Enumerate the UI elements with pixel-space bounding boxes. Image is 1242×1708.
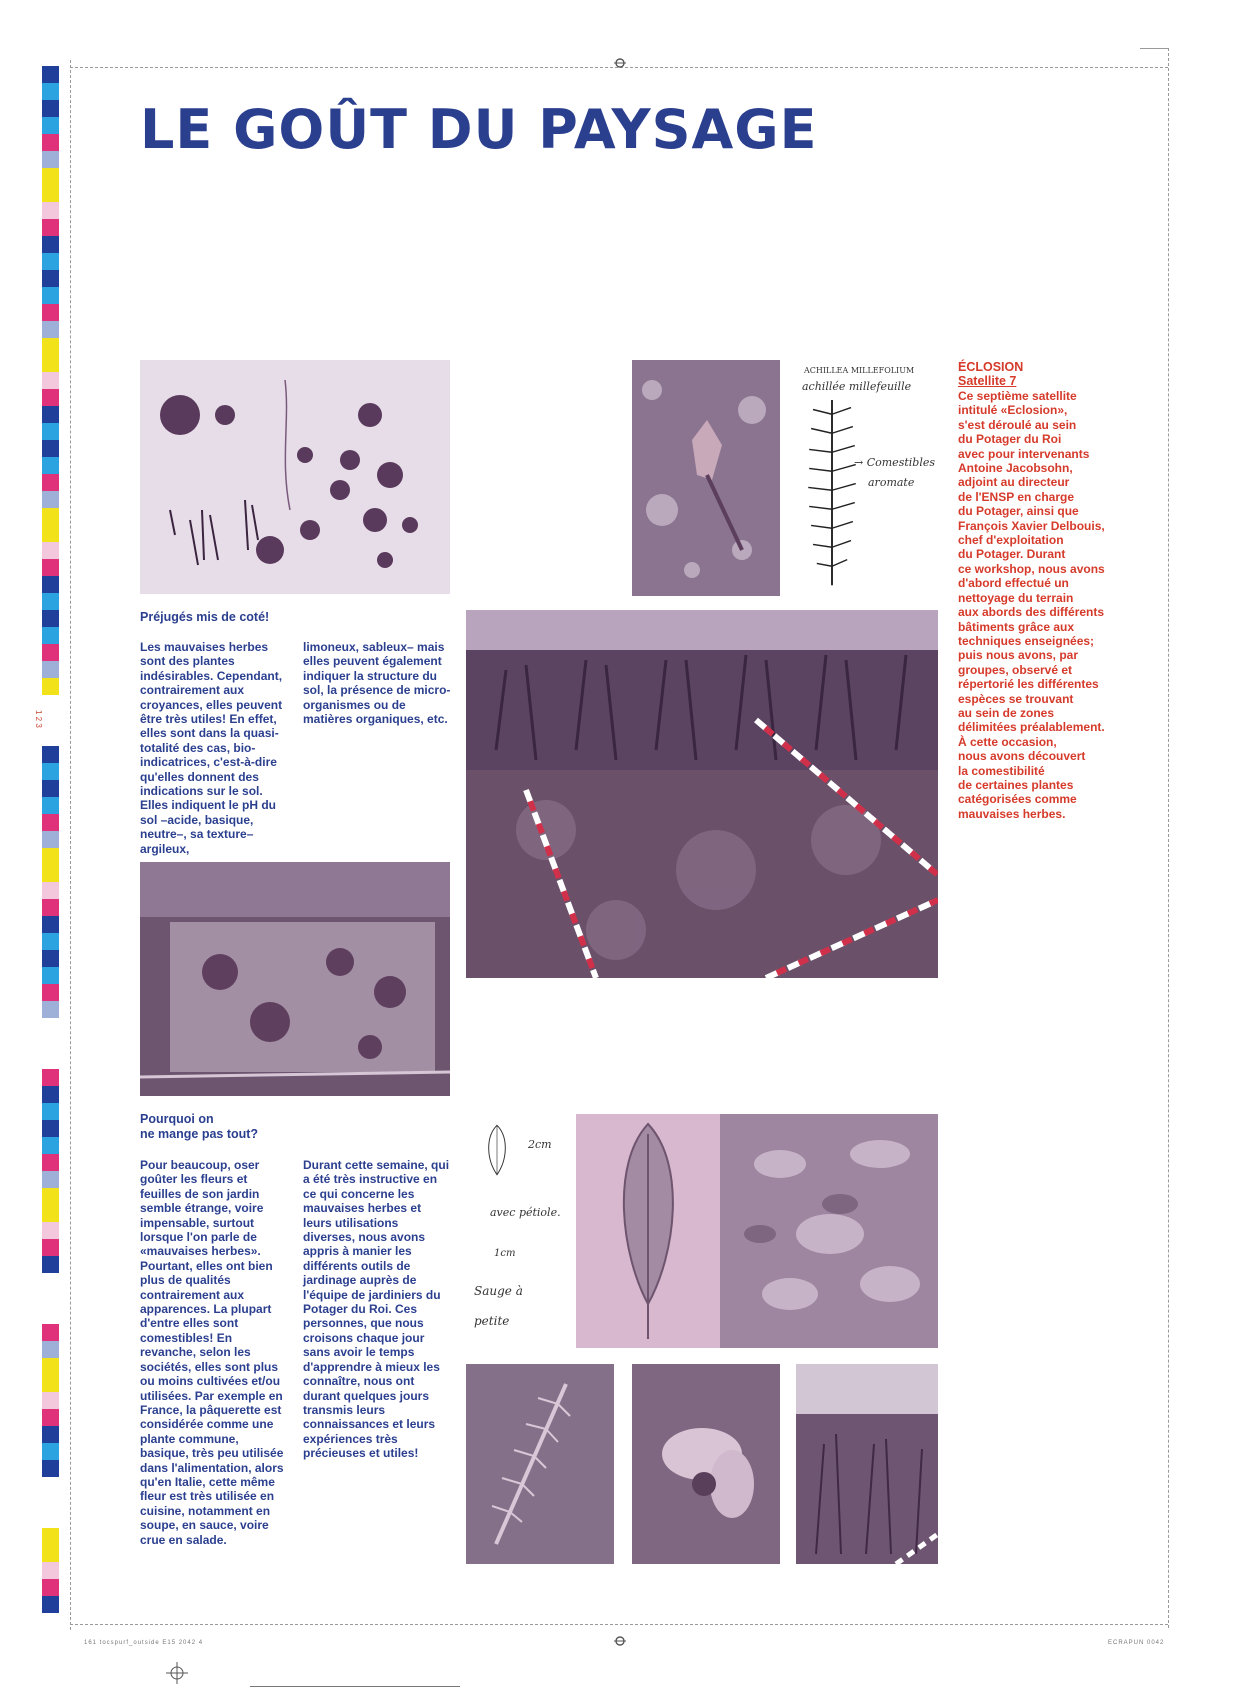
color-swatch	[42, 644, 59, 661]
sketch-achillea-note2: aromate	[868, 476, 915, 489]
sketch-sage-measure2: 1cm	[494, 1248, 516, 1259]
photo-yarrow-leaf	[466, 1364, 614, 1564]
left-trim-line	[70, 60, 71, 1630]
color-swatch	[42, 712, 59, 729]
sidebar-line: d'abord effectué un	[958, 576, 1069, 591]
color-swatch	[42, 1154, 59, 1171]
color-swatch	[42, 1528, 59, 1545]
color-swatch	[42, 984, 59, 1001]
color-swatch	[42, 66, 59, 83]
color-swatch	[42, 134, 59, 151]
sidebar-line: du Potager du Roi	[958, 432, 1062, 447]
photo-sage-leaf	[576, 1114, 720, 1348]
color-swatch	[42, 542, 59, 559]
photo-garden-row	[796, 1364, 938, 1564]
prejuges-text-col1: Les mauvaises herbes sont des plantes indésirables. Cependant, contrairement aux croyances, elles peuvent être très utiles! En effet, elles sont dans la quasi-totalité des cas, bio-indicatrices, c'est-à-dire qu'elles donnent des indications sur le sol. Elles indiquent le pH du sol –acide, basique, neutre–, sa texture–argileux,	[140, 640, 283, 856]
color-swatch	[42, 1460, 59, 1477]
sidebar-line: Antoine Jacobsohn,	[958, 461, 1073, 476]
sidebar-line: François Xavier Delbouis,	[958, 518, 1105, 533]
sidebar-subheading: Satellite 7	[958, 374, 1017, 388]
sidebar-line: ce workshop, nous avons	[958, 561, 1105, 576]
sketch-achillea	[796, 360, 944, 596]
color-swatch	[42, 117, 59, 134]
color-swatch	[42, 1290, 59, 1307]
color-swatch	[42, 950, 59, 967]
sidebar-line: intitulé «Eclosion»,	[958, 403, 1068, 418]
color-swatch	[42, 1018, 59, 1035]
pourquoi-text-col1: Pour beaucoup, oser goûter les fleurs et feuilles de son jardin semble étrange, voire impensable, surtout lorsque l'on parle de «mauvaises herbes». Pourtant, elles ont bien plus de qualités contrairement aux apparences. La plupart d'entre elles sont comestibles! En revanche, selon les sociétés, elles sont plus ou moins cultivées et/ou utilisées. Par exemple en France, la pâquerette est considérée comme une plante commune, basique, très peu utilisée dans l'alimentation, alors qu'en Italie, cette même fleur est très utilisée en cuisine, notamment en soupe, en sauce, voire crue en salade.	[140, 1158, 284, 1547]
color-swatch	[42, 1562, 59, 1579]
color-swatch	[42, 525, 59, 542]
color-swatch	[42, 899, 59, 916]
footer-slug-left: 161 tocspurf_outside E15 2042 4	[84, 1640, 204, 1646]
sidebar-line: techniques enseignées;	[958, 633, 1095, 648]
color-swatch	[42, 508, 59, 525]
color-swatch	[42, 202, 59, 219]
sidebar-line: catégorisées comme	[958, 792, 1077, 807]
color-swatch	[42, 1579, 59, 1596]
color-swatch	[42, 423, 59, 440]
color-swatch	[42, 780, 59, 797]
color-swatch	[42, 236, 59, 253]
color-swatch	[42, 321, 59, 338]
color-swatch	[42, 1222, 59, 1239]
color-swatch	[42, 882, 59, 899]
right-trim-line	[1168, 48, 1169, 1628]
section-heading-pourquoi-line1: Pourquoi on	[140, 1112, 214, 1126]
color-swatch	[42, 1307, 59, 1324]
sidebar-line: s'est déroulé au sein	[958, 417, 1077, 432]
color-swatch	[42, 253, 59, 270]
color-swatch	[42, 593, 59, 610]
color-swatch	[42, 746, 59, 763]
color-swatch	[42, 1239, 59, 1256]
bottom-rule	[250, 1686, 460, 1687]
section-heading-pourquoi-line2: ne mange pas tout?	[140, 1127, 259, 1141]
sidebar-line: mauvaises herbes.	[958, 806, 1066, 821]
sidebar-line: groupes, observé et	[958, 662, 1073, 677]
sidebar-line: aux abords des différents	[958, 605, 1105, 620]
sidebar-heading: ÉCLOSION	[958, 360, 1024, 374]
color-swatch	[42, 406, 59, 423]
prejuges-text-col2: limoneux, sableux– mais elles peuvent également indiquer la structure du sol, la présence de micro-organismes ou de matières organiques, etc.	[303, 640, 451, 727]
top-corner-mark	[1140, 48, 1168, 49]
color-swatch	[42, 1103, 59, 1120]
color-swatch	[42, 1256, 59, 1273]
color-swatch	[42, 304, 59, 321]
color-swatch	[42, 389, 59, 406]
sidebar-line: puis nous avons, par	[958, 648, 1079, 663]
color-swatch	[42, 185, 59, 202]
photo-sage-plant	[720, 1114, 938, 1348]
sketch-achillea-common: achillée millefeuille	[802, 380, 912, 393]
color-swatch	[42, 933, 59, 950]
sketch-sage-label2: Sauge à	[474, 1284, 523, 1298]
sidebar-line: délimitées préalablement.	[958, 720, 1105, 735]
color-swatch	[42, 661, 59, 678]
photo-leek-field	[466, 610, 938, 978]
sketch-sage	[466, 1114, 576, 1348]
sidebar-line: de l'ENSP en charge	[958, 489, 1075, 504]
color-swatch	[42, 865, 59, 882]
sketch-achillea-note1: → Comestibles	[854, 456, 935, 469]
sketch-sage-measure1: 2cm	[528, 1138, 552, 1151]
color-swatch	[42, 474, 59, 491]
color-swatch	[42, 219, 59, 236]
sidebar-line: chef d'exploitation	[958, 533, 1064, 548]
color-swatch	[42, 1545, 59, 1562]
color-swatch	[42, 1375, 59, 1392]
sidebar-line: du Potager, ainsi que	[958, 504, 1079, 519]
bottom-trim-line	[70, 1624, 1168, 1625]
bottom-registration-mark	[614, 1634, 626, 1646]
photo-wooden-board	[140, 862, 450, 1096]
color-swatch	[42, 440, 59, 457]
color-swatch	[42, 1511, 59, 1528]
sketch-sage-label3: petite	[474, 1314, 510, 1328]
color-swatch	[42, 457, 59, 474]
color-swatch	[42, 916, 59, 933]
sidebar-line: bâtiments grâce aux	[958, 619, 1075, 634]
sidebar-line: la comestibilité	[958, 763, 1045, 778]
color-swatch	[42, 1426, 59, 1443]
color-swatch	[42, 797, 59, 814]
color-swatch	[42, 491, 59, 508]
color-swatch	[42, 1494, 59, 1511]
sidebar-line: À cette occasion,	[958, 734, 1057, 749]
color-swatch	[42, 1052, 59, 1069]
color-swatch	[42, 1171, 59, 1188]
sidebar-line: nous avons découvert	[958, 749, 1086, 764]
color-swatch	[42, 831, 59, 848]
color-swatch	[42, 1205, 59, 1222]
color-swatch	[42, 814, 59, 831]
color-swatch	[42, 151, 59, 168]
color-swatch	[42, 1273, 59, 1290]
color-swatch	[42, 729, 59, 746]
color-swatch	[42, 610, 59, 627]
color-swatch	[42, 1324, 59, 1341]
sidebar-line: adjoint au directeur	[958, 475, 1070, 490]
color-swatch	[42, 763, 59, 780]
color-swatch	[42, 372, 59, 389]
color-swatch	[42, 1069, 59, 1086]
color-swatch	[42, 1086, 59, 1103]
color-swatch	[42, 1392, 59, 1409]
color-swatch	[42, 627, 59, 644]
page-title: LE GOÛT DU PAYSAGE	[140, 98, 818, 161]
color-swatch	[42, 1358, 59, 1375]
sketch-sage-label1: avec pétiole.	[490, 1206, 561, 1219]
color-swatch	[42, 270, 59, 287]
sidebar-line: au sein de zones	[958, 705, 1055, 720]
color-swatch	[42, 1443, 59, 1460]
sidebar-line: Ce septième satellite	[958, 389, 1077, 403]
top-registration-mark	[614, 56, 626, 68]
color-swatch	[42, 848, 59, 865]
color-swatch	[42, 1120, 59, 1137]
color-swatch	[42, 1596, 59, 1613]
color-swatch	[42, 967, 59, 984]
color-swatch	[42, 1035, 59, 1052]
photo-hands-flower	[632, 1364, 780, 1564]
sidebar-line: nettoyage du terrain	[958, 590, 1074, 605]
sidebar-line: avec pour intervenants	[958, 446, 1090, 461]
color-swatch	[42, 1341, 59, 1358]
color-swatch	[42, 1409, 59, 1426]
sidebar-line: répertorié les différentes	[958, 677, 1099, 692]
section-heading-prejuges: Préjugés mis de coté!	[140, 610, 270, 624]
color-swatch	[42, 559, 59, 576]
sketch-achillea-latin: ACHILLEA MILLEFOLIUM	[804, 366, 915, 375]
sidebar-body	[958, 389, 1128, 821]
color-swatch	[42, 355, 59, 372]
color-swatch	[42, 1001, 59, 1018]
color-swatch	[42, 338, 59, 355]
sidebar-line: du Potager. Durant	[958, 547, 1066, 562]
sidebar-line: de certaines plantes	[958, 777, 1074, 792]
color-swatch	[42, 1477, 59, 1494]
crosshair-mark	[166, 1662, 188, 1684]
color-swatch	[42, 83, 59, 100]
color-swatch	[42, 1188, 59, 1205]
footer-slug-right: ECRAPUN 0042	[1108, 1640, 1165, 1646]
color-swatch	[42, 695, 59, 712]
photo-plant-specimens	[140, 360, 450, 594]
color-swatch	[42, 678, 59, 695]
side-digits: 1 2 3	[34, 710, 43, 728]
pourquoi-text-col2: Durant cette semaine, qui a été très instructive en ce qui concerne les mauvaises herbes et leurs utilisations diverses, nous avons appris à manier les différents outils de jardinage auprès de l'équipe de jardiniers du Potager du Roi. Ces personnes, que nous croisons chaque jour sans avoir le temps d'apprendre à mieux les connaître, nous ont durant quelques jours transmis leurs connaissances et leurs expériences très précieuses et utiles!	[303, 1158, 450, 1461]
color-swatch	[42, 168, 59, 185]
sidebar-line: espèces se trouvant	[958, 691, 1074, 706]
color-swatch	[42, 287, 59, 304]
color-swatch	[42, 576, 59, 593]
photo-plant-on-stone	[632, 360, 780, 596]
color-swatch	[42, 100, 59, 117]
color-swatch	[42, 1137, 59, 1154]
color-calibration-bar	[42, 66, 59, 1613]
